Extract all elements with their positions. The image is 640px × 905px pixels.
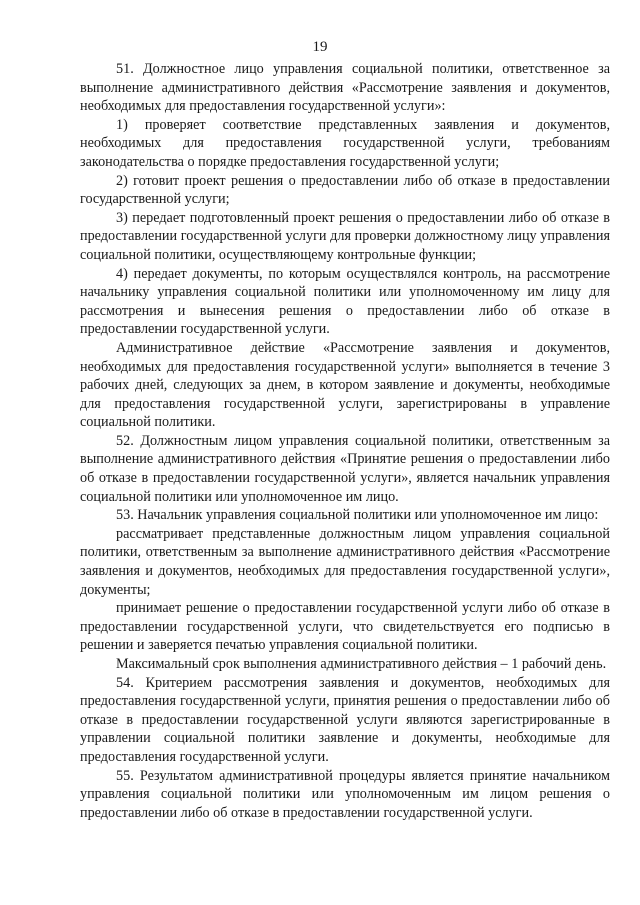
paragraph-51-item-4: 4) передает документы, по которым осуществлялся контроль, на рассмотрение начальнику управления социальной политики или уполномоченному им лицу для рассмотрения и вынесения решения о предоставлении либо об отказе в предоставлении государственной услуги. — [80, 265, 610, 338]
paragraph-53-reviews: рассматривает представленные должностным лицом управления социальной политики, ответственным за выполнение административного действия «Рассмотрение заявления и документов, необходимых для предоставления государственной услуги», документы; — [80, 525, 610, 598]
document-body — [80, 60, 610, 822]
paragraph-53-decides: принимает решение о предоставлении государственной услуги либо об отказе в предоставлении государственной услуги, что свидетельствуется его подписью в решении и заверяется печатью управления социальной политики. — [80, 600, 610, 654]
paragraph-52: 52. Должностным лицом управления социальной политики, ответственным за выполнение административного действия «Принятие решения о предоставлении либо об отказе в предоставлении государственной услуги», является начальник управления социальной политики или уполномоченное им лицо. — [80, 432, 610, 505]
page-number: 19 — [312, 39, 328, 55]
paragraph-53-intro: 53. Начальник управления социальной политики или уполномоченное им лицо: — [116, 507, 599, 524]
paragraph-55: 55. Результатом административной процедуры является принятие начальником управления социальной политики или уполномоченным им лицом решения о предоставлении либо об отказе в предоставлении государственной услуги. — [80, 767, 610, 821]
paragraph-54: 54. Критерием рассмотрения заявления и документов, необходимых для предоставления государственной услуги, принятия решения о предоставлении либо об отказе в предоставлении государственной услуги являются зарегистрированные в управлении социальной политики заявление и документы, необходимые для предоставления государственной услуги. — [80, 674, 610, 765]
paragraph-51-item-3: 3) передает подготовленный проект решения о предоставлении либо об отказе в предоставлении государственной услуги для проверки должностному лицу управления социальной политики, осуществляющему контрольные функции; — [80, 209, 610, 263]
paragraph-51-intro: 51. Должностное лицо управления социальной политики, ответственное за выполнение административного действия «Рассмотрение заявления и документов, необходимых для предоставления государственной услуги»: — [80, 61, 610, 115]
paragraph-51-duration: Административное действие «Рассмотрение заявления и документов, необходимых для предоставления государственной услуги» выполняется в течение 3 рабочих дней, следующих за днем, в котором заявление и документы, необходимые для предоставления государственной услуги, зарегистрированы в управление социальной политики. — [80, 339, 610, 431]
paragraph-51-item-1: 1) проверяет соответствие представленных заявления и документов, необходимых для предоставления государственной услуги, требованиям законодательства о порядке предоставления государственной услуги; — [80, 116, 610, 170]
paragraph-53-max-term: Максимальный срок выполнения административного действия – 1 рабочий день. — [116, 656, 607, 672]
paragraph-51-item-2: 2) готовит проект решения о предоставлении либо об отказе в предоставлении государственной услуги; — [80, 172, 610, 208]
